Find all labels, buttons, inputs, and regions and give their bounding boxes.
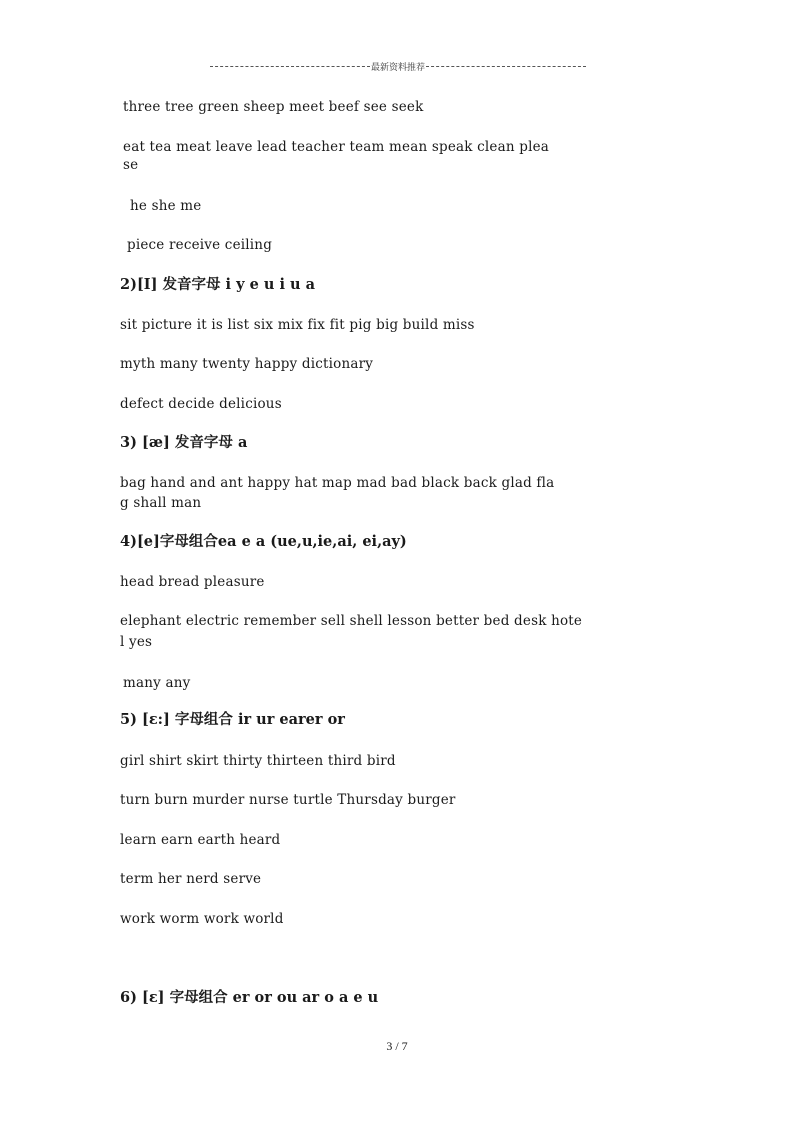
text-line: myth many twenty happy dictionary (120, 356, 374, 372)
text-line: he she me (130, 198, 202, 214)
header-title: 最新资料推荐 (371, 62, 426, 73)
page-number: 3 / 7 (386, 1039, 408, 1053)
text-line: girl shirt skirt thirty thirteen third bird (120, 753, 396, 769)
text-line: learn earn earth heard (120, 832, 281, 848)
text-line: g shall man (120, 495, 202, 511)
text-line: term her nerd serve (120, 871, 262, 887)
text-line: work worm work world (120, 911, 284, 927)
section-heading: 5) [ɛ:] 字母组合 ir ur earer or (120, 711, 345, 728)
text-line: bag hand and ant happy hat map mad bad black back glad fla (120, 475, 555, 491)
text-line: many any (123, 675, 191, 691)
section-heading: 3) [æ] 发音字母 a (120, 434, 248, 451)
section-heading: 6) [ɛ] 字母组合 er or ou ar o a e u (120, 989, 379, 1006)
text-line: head bread pleasure (120, 574, 265, 590)
text-line: defect decide delicious (120, 396, 282, 412)
header-dash-left (210, 66, 370, 67)
text-line: l yes (120, 634, 153, 650)
section-heading: 4)[e]字母组合ea e a (ue,u,ie,ai, ei,ay) (120, 533, 407, 550)
header-dash-right (426, 66, 586, 67)
text-line: piece receive ceiling (127, 237, 273, 253)
text-line: three tree green sheep meet beef see seek (123, 99, 424, 115)
page-header (210, 58, 586, 74)
text-line: sit picture it is list six mix fix fit pig big build miss (120, 317, 475, 333)
text-line: turn burn murder nurse turtle Thursday burger (120, 792, 456, 808)
text-line: eat tea meat leave lead teacher team mean speak clean plea (123, 139, 550, 155)
text-line: se (123, 157, 139, 173)
section-heading: 2)[I] 发音字母 i y e u i u a (120, 276, 315, 293)
text-line: elephant electric remember sell shell lesson better bed desk hote (120, 613, 583, 629)
